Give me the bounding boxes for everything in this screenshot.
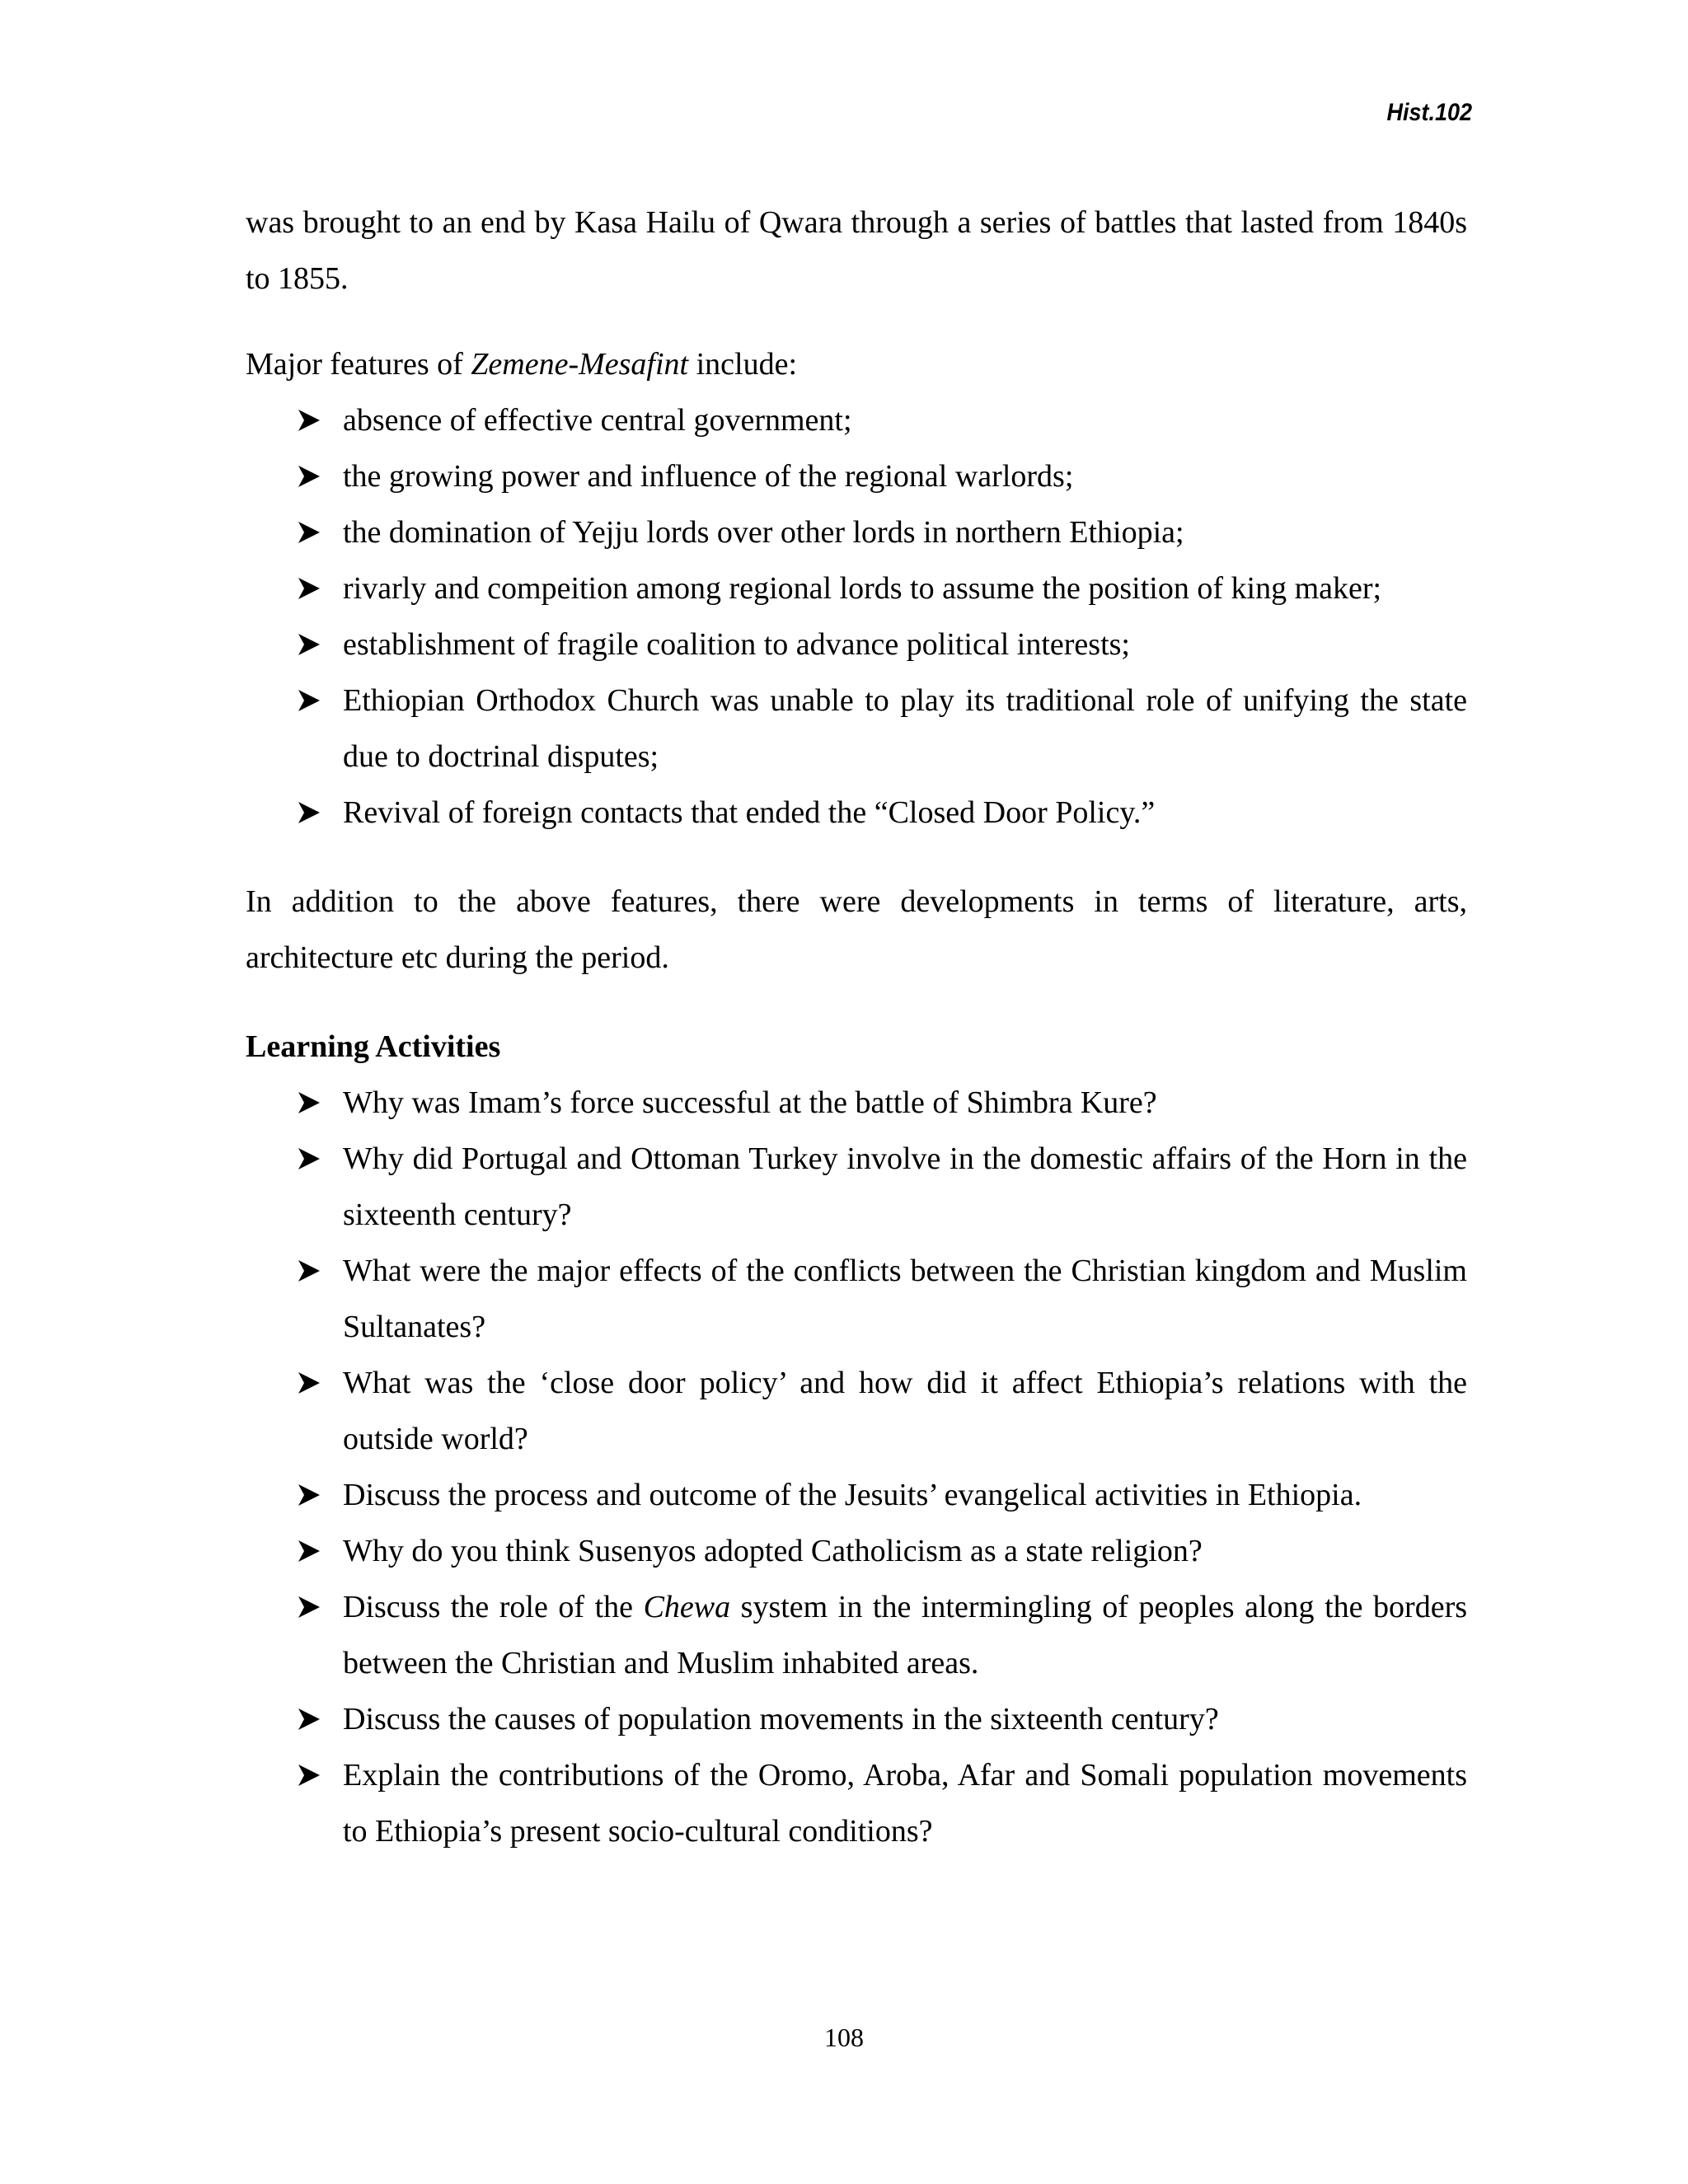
arrow-bullet-icon bbox=[295, 1747, 323, 1803]
list-item-text: Why did Portugal and Ottoman Turkey involve in the domestic affairs of the Horn in the sixteenth century? bbox=[343, 1141, 1467, 1232]
list-item bbox=[246, 1355, 1467, 1467]
list-item-text: the domination of Yejju lords over other lords in northern Ethiopia; bbox=[343, 515, 1184, 550]
list-item bbox=[246, 785, 1467, 841]
learning-activities-heading: Learning Activities bbox=[246, 1029, 501, 1064]
arrow-bullet-icon bbox=[295, 392, 323, 448]
chewa-item-lead: Discuss the role of the bbox=[343, 1590, 644, 1624]
chewa-item-text bbox=[343, 1590, 1467, 1680]
list-item bbox=[246, 1747, 1467, 1859]
features-list bbox=[246, 392, 1467, 841]
arrow-bullet-icon bbox=[295, 1467, 323, 1523]
arrow-bullet-icon bbox=[295, 448, 323, 504]
list-item bbox=[246, 504, 1467, 560]
list-item bbox=[246, 1467, 1467, 1523]
course-code-header: Hist.102 bbox=[1386, 99, 1472, 126]
list-item-text: What was the ‘close door policy’ and how did it affect Ethiopia’s relations with the outside world? bbox=[343, 1366, 1467, 1456]
list-item-text: Explain the contributions of the Oromo, Aroba, Afar and Somali population movements to Ethiopia’s present socio-cultural conditions? bbox=[343, 1758, 1467, 1849]
list-item-text: establishment of fragile coalition to advance political interests; bbox=[343, 627, 1130, 662]
list-item bbox=[246, 448, 1467, 504]
list-item bbox=[246, 560, 1467, 616]
chewa-term: Chewa bbox=[643, 1590, 731, 1624]
arrow-bullet-icon bbox=[295, 1691, 323, 1747]
list-item bbox=[246, 1523, 1467, 1579]
features-lead bbox=[246, 336, 1467, 392]
page-number: 108 bbox=[824, 2022, 864, 2052]
arrow-bullet-icon bbox=[295, 1075, 323, 1131]
arrow-bullet-icon bbox=[295, 785, 323, 841]
list-item-text: rivarly and compeition among regional lords to assume the position of king maker; bbox=[343, 571, 1382, 606]
list-item-text: Discuss the process and outcome of the Jesuits’ evangelical activities in Ethiopia. bbox=[343, 1478, 1362, 1512]
list-item bbox=[246, 1243, 1467, 1355]
arrow-bullet-icon bbox=[295, 1355, 323, 1411]
list-item bbox=[246, 1131, 1467, 1243]
list-item bbox=[246, 673, 1467, 785]
arrow-bullet-icon bbox=[295, 1579, 323, 1635]
features-lead-text: Major features of bbox=[246, 347, 471, 382]
list-item bbox=[246, 616, 1467, 673]
addition-paragraph: In addition to the above features, there were developments in terms of literature, arts, architecture etc during the period. bbox=[246, 884, 1467, 975]
arrow-bullet-icon bbox=[295, 616, 323, 673]
list-item bbox=[246, 1075, 1467, 1131]
list-item-text: Discuss the causes of population movements in the sixteenth century? bbox=[343, 1702, 1219, 1736]
chewa-item-tail: system in the intermingling of peoples along the borders between the Christian and Muslim inhabited areas. bbox=[343, 1590, 1468, 1680]
list-item bbox=[246, 1579, 1467, 1691]
arrow-bullet-icon bbox=[295, 673, 323, 729]
arrow-bullet-icon bbox=[295, 1131, 323, 1187]
arrow-bullet-icon bbox=[295, 504, 323, 560]
list-item-text: What were the major effects of the conflicts between the Christian kingdom and Muslim Sultanates? bbox=[343, 1254, 1467, 1344]
arrow-bullet-icon bbox=[295, 1243, 323, 1299]
list-item-text: Ethiopian Orthodox Church was unable to play its traditional role of unifying the state due to doctrinal disputes; bbox=[343, 683, 1467, 774]
learning-activities-list bbox=[246, 1075, 1467, 1859]
list-item bbox=[246, 1691, 1467, 1747]
list-item-text: absence of effective central government; bbox=[343, 403, 852, 438]
list-item-text: Why was Imam’s force successful at the battle of Shimbra Kure? bbox=[343, 1085, 1157, 1120]
list-item-text: the growing power and influence of the regional warlords; bbox=[343, 459, 1074, 494]
arrow-bullet-icon bbox=[295, 1523, 323, 1579]
zemene-mesafint-term: Zemene-Mesafint bbox=[471, 347, 689, 382]
list-item bbox=[246, 392, 1467, 448]
list-item-text: Revival of foreign contacts that ended the “Closed Door Policy.” bbox=[343, 795, 1156, 830]
intro-paragraph: was brought to an end by Kasa Hailu of Qwara through a series of battles that lasted from 1840s to 1855. bbox=[246, 205, 1467, 296]
features-lead-tail: include: bbox=[688, 347, 797, 382]
page-body bbox=[246, 194, 1467, 1859]
arrow-bullet-icon bbox=[295, 560, 323, 616]
list-item-text: Why do you think Susenyos adopted Catholicism as a state religion? bbox=[343, 1534, 1203, 1568]
